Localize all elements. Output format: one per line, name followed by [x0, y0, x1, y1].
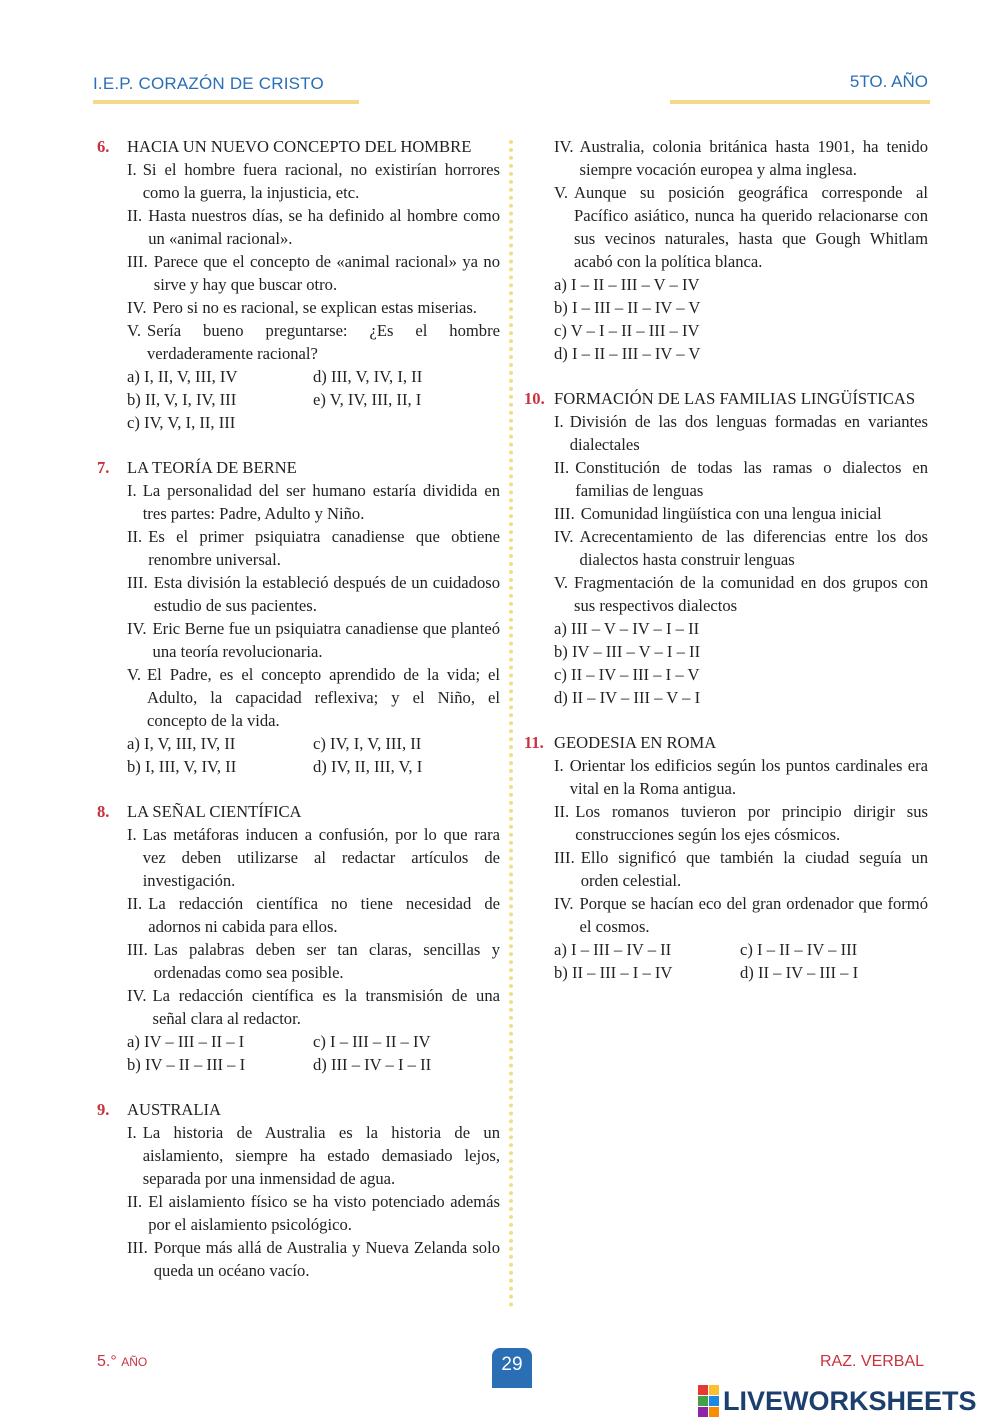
- statement-text: Comunidad lingüística con una lengua inicial: [580, 504, 882, 523]
- answer-option[interactable]: c) V – I – II – III – IV: [554, 321, 700, 340]
- statement: [127, 250, 500, 296]
- statement-text: Porque más allá de Australia y Nueva Zelanda solo queda un océano vacío.: [153, 1238, 500, 1280]
- question-7: [97, 456, 500, 778]
- statement: [127, 525, 500, 571]
- brand-name: LIVEWORKSHEETS: [723, 1385, 977, 1416]
- statement-numeral: II.: [554, 458, 570, 477]
- question-10: [524, 387, 928, 709]
- statement: [554, 135, 928, 181]
- statement-text: Ello significó que también la ciudad seguía un orden celestial.: [580, 848, 928, 890]
- statement-text: Fragmentación de la comunidad en dos grupos con sus respectivos dialectos: [574, 573, 928, 615]
- statement-text: El aislamiento físico se ha visto potenciado además por el aislamiento psicológico.: [148, 1192, 500, 1234]
- statement: [127, 1121, 500, 1190]
- statement-text: La personalidad del ser humano estaría dividida en tres partes: Padre, Adulto y Niño.: [142, 481, 500, 523]
- statement-text: Es el primer psiquiatra canadiense que obtiene renombre universal.: [148, 527, 500, 569]
- statement: [554, 410, 928, 456]
- statement-numeral: III.: [127, 940, 148, 959]
- statement-text: Hasta nuestros días, se ha definido al hombre como un «animal racional».: [148, 206, 500, 248]
- question-title: LA SEÑAL CIENTÍFICA: [127, 802, 302, 821]
- statement-text: Pero si no es racional, se explican estas miserias.: [152, 298, 477, 317]
- statement-text: Aunque su posición geográfica corresponde al Pacífico asiático, nunca ha querido relacionarse con sus vecinos naturales, hasta que Gough Whitlam acabó con la política blanca.: [574, 183, 928, 271]
- statement-numeral: IV.: [127, 298, 147, 317]
- question-9: [97, 1098, 500, 1282]
- statement-text: Los romanos tuvieron por principio dirigir sus construcciones según los ejes cósmicos.: [575, 802, 928, 844]
- statement-text: Orientar los edificios según los puntos cardinales era vital en la Roma antigua.: [569, 756, 928, 798]
- statement-numeral: IV.: [554, 137, 574, 156]
- question-6: [97, 135, 500, 434]
- statement-text: Las palabras deben ser tan claras, sencillas y ordenadas como sea posible.: [153, 940, 500, 982]
- statement-numeral: III.: [127, 573, 148, 592]
- answer-option[interactable]: a) I – II – III – V – IV: [554, 275, 700, 294]
- left-column: [97, 135, 500, 1304]
- answer-option[interactable]: c) IV, I, V, III, II: [313, 734, 422, 753]
- statement-text: El Padre, es el concepto aprendido de la vida; el Adulto, la capacidad reflexiva; y el Niño, el concepto de la vida.: [147, 665, 500, 730]
- question-title: HACIA UN NUEVO CONCEPTO DEL HOMBRE: [127, 137, 472, 156]
- question-title: FORMACIÓN DE LAS FAMILIAS LINGÜÍSTICAS: [554, 389, 916, 408]
- answer-option[interactable]: b) I, III, V, IV, II: [127, 757, 237, 776]
- statement: [127, 296, 500, 319]
- statement: [554, 502, 928, 525]
- answer-option[interactable]: a) I, II, V, III, IV: [127, 367, 238, 386]
- statement-numeral: V.: [127, 665, 141, 684]
- statement-text: La redacción científica no tiene necesidad de adornos ni cabida para ellos.: [148, 894, 500, 936]
- answer-option[interactable]: a) IV – III – II – I: [127, 1032, 245, 1051]
- statement-numeral: III.: [554, 504, 575, 523]
- question-title: GEODESIA EN ROMA: [554, 733, 717, 752]
- answer-option[interactable]: a) I, V, III, IV, II: [127, 734, 236, 753]
- answer-option[interactable]: a) III – V – IV – I – II: [554, 619, 700, 638]
- question-8: [97, 800, 500, 1076]
- footer-grade-small: AÑO: [121, 1355, 148, 1369]
- answer-options: [127, 732, 500, 778]
- question-title: LA TEORÍA DE BERNE: [127, 458, 297, 477]
- answer-options: [554, 617, 928, 709]
- statement-text: Constitución de todas las ramas o dialectos en familias de lenguas: [575, 458, 928, 500]
- question-number: 8.: [97, 802, 110, 821]
- column-divider: [509, 140, 513, 1308]
- answer-option[interactable]: d) II – IV – III – I: [740, 963, 859, 982]
- answer-option[interactable]: d) IV, II, III, V, I: [313, 757, 423, 776]
- statement-numeral: I.: [554, 412, 564, 431]
- answer-options: [554, 938, 928, 984]
- statement-numeral: III.: [127, 1238, 148, 1257]
- grade-label: 5TO. AÑO: [849, 72, 928, 91]
- statement: [554, 525, 928, 571]
- statement: [127, 823, 500, 892]
- statement: [554, 800, 928, 846]
- answer-option[interactable]: b) IV – II – III – I: [127, 1055, 246, 1074]
- question-9-continued: [524, 135, 928, 365]
- statement-numeral: I.: [127, 1123, 137, 1142]
- question-11: [524, 731, 928, 984]
- statement: [554, 846, 928, 892]
- statement-numeral: V.: [554, 573, 568, 592]
- statement-numeral: I.: [127, 825, 137, 844]
- statement-numeral: IV.: [127, 619, 147, 638]
- statement-text: Porque se hacían eco del gran ordenador que formó el cosmos.: [579, 894, 928, 936]
- statement-numeral: IV.: [127, 986, 147, 1005]
- statement-text: Australia, colonia británica hasta 1901, ha tenido siempre vocación europea y alma inglesa.: [579, 137, 928, 179]
- statement-numeral: II.: [554, 802, 570, 821]
- statement: [554, 456, 928, 502]
- statement-numeral: III.: [127, 252, 148, 271]
- answer-option[interactable]: d) II – IV – III – V – I: [554, 688, 701, 707]
- statement: [127, 892, 500, 938]
- question-number: 9.: [97, 1100, 110, 1119]
- brand-grid-icon: [698, 1385, 719, 1417]
- question-number: 6.: [97, 137, 110, 156]
- answer-option[interactable]: b) I – III – II – IV – V: [554, 298, 701, 317]
- statement-text: División de las dos lenguas formadas en variantes dialectales: [569, 412, 928, 454]
- statement: [127, 319, 500, 365]
- header-rule-right: [670, 100, 930, 104]
- school-name: I.E.P. CORAZÓN DE CRISTO: [93, 74, 324, 93]
- statement: [127, 158, 500, 204]
- statement-text: Sería bueno preguntarse: ¿Es el hombre verdaderamente racional?: [147, 321, 500, 363]
- statement-text: Parece que el concepto de «animal racional» ya no sirve y hay que buscar otro.: [153, 252, 500, 294]
- page-number: 29: [492, 1348, 532, 1388]
- statement-numeral: I.: [127, 481, 137, 500]
- statement-numeral: III.: [554, 848, 575, 867]
- statement-text: Si el hombre fuera racional, no existirían horrores como la guerra, la injusticia, etc.: [142, 160, 500, 202]
- statement: [127, 571, 500, 617]
- statement: [127, 617, 500, 663]
- statement-numeral: IV.: [554, 894, 574, 913]
- answer-option[interactable]: b) IV – III – V – I – II: [554, 642, 701, 661]
- liveworksheets-logo[interactable]: [698, 1386, 977, 1416]
- statement-numeral: I.: [554, 756, 564, 775]
- statement: [554, 181, 928, 273]
- answer-option[interactable]: d) I – II – III – IV – V: [554, 344, 701, 363]
- statement: [127, 479, 500, 525]
- statement: [127, 663, 500, 732]
- answer-option[interactable]: c) II – IV – III – I – V: [554, 665, 700, 684]
- statement-text: Las metáforas inducen a confusión, por lo que rara vez deben utilizarse al redactar artículos de investigación.: [142, 825, 500, 890]
- answer-options: [127, 1030, 500, 1076]
- footer-grade: [97, 1353, 147, 1371]
- statement: [127, 1190, 500, 1236]
- answer-option[interactable]: c) I – II – IV – III: [740, 940, 858, 959]
- statement-numeral: II.: [127, 527, 143, 546]
- statement: [127, 1236, 500, 1282]
- answer-option[interactable]: e) V, IV, III, II, I: [313, 390, 422, 409]
- statement-numeral: V.: [554, 183, 568, 202]
- question-number: 7.: [97, 458, 110, 477]
- statement-text: Acrecentamiento de las diferencias entre los dos dialectos hasta construir lenguas: [579, 527, 928, 569]
- answer-option[interactable]: d) III, V, IV, I, II: [313, 367, 423, 386]
- statement: [554, 892, 928, 938]
- statement-numeral: II.: [127, 206, 143, 225]
- answer-options: [554, 273, 928, 365]
- answer-option[interactable]: b) II, V, I, IV, III: [127, 390, 237, 409]
- statement-numeral: II.: [127, 894, 143, 913]
- answer-option[interactable]: b) II – III – I – IV: [554, 963, 673, 982]
- right-column: [524, 135, 928, 1006]
- footer-subject: RAZ. VERBAL: [820, 1353, 925, 1370]
- statement-numeral: II.: [127, 1192, 143, 1211]
- statement: [127, 204, 500, 250]
- statement: [554, 571, 928, 617]
- statement-numeral: V.: [127, 321, 141, 340]
- statement: [127, 938, 500, 984]
- question-number: 10.: [524, 389, 545, 408]
- header-rule-left: [93, 100, 359, 104]
- footer-grade-main: 5.°: [97, 1353, 117, 1370]
- statement-text: La historia de Australia es la historia de un aislamiento, siempre ha estado demasiado lejos, separada por una inmensidad de agua.: [142, 1123, 500, 1188]
- statement-text: Esta división la estableció después de un cuidadoso estudio de sus pacientes.: [153, 573, 500, 615]
- answer-options: [127, 365, 500, 434]
- statement-numeral: I.: [127, 160, 137, 179]
- statement-text: La redacción científica es la transmisión de una señal clara al redactor.: [152, 986, 500, 1028]
- answer-option[interactable]: c) I – III – II – IV: [313, 1032, 431, 1051]
- answer-option[interactable]: c) IV, V, I, II, III: [127, 413, 236, 432]
- statement: [554, 754, 928, 800]
- statement-text: Eric Berne fue un psiquiatra canadiense que planteó una teoría revolucionaria.: [152, 619, 500, 661]
- answer-option[interactable]: d) III – IV – I – II: [313, 1055, 432, 1074]
- answer-option[interactable]: a) I – III – IV – II: [554, 940, 672, 959]
- question-title: AUSTRALIA: [127, 1100, 222, 1119]
- statement: [127, 984, 500, 1030]
- question-number: 11.: [524, 733, 544, 752]
- statement-numeral: IV.: [554, 527, 574, 546]
